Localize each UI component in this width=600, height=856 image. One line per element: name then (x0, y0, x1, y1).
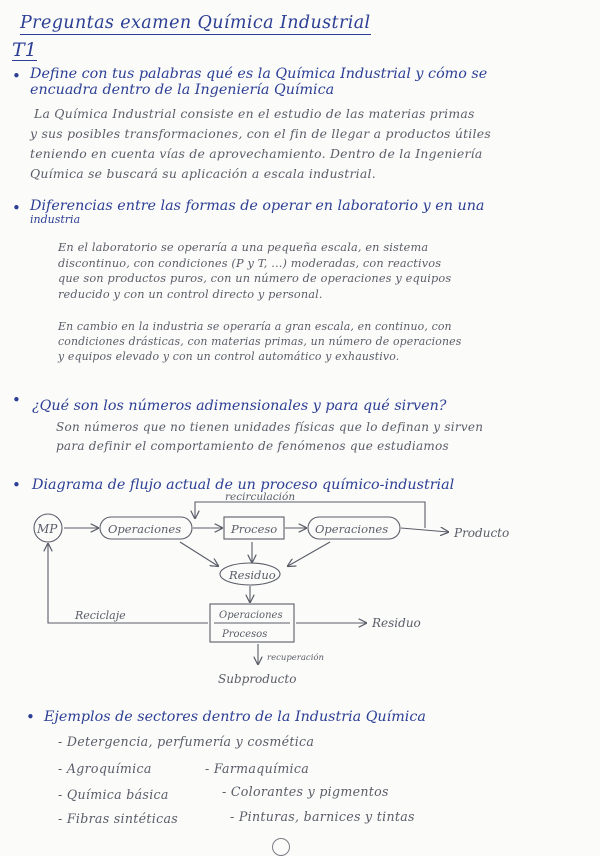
bullet-5: • (26, 708, 35, 726)
example-3: - Farmaquímica (205, 761, 310, 776)
question-2 (30, 199, 484, 227)
example-6: - Fibras sintéticas (58, 811, 179, 826)
arrow-ops2-to-residuo (288, 542, 330, 566)
example-7: - Pinturas, barnices y tintas (230, 809, 415, 824)
page-number-circle (272, 838, 290, 856)
section-label: T1 (12, 39, 37, 61)
answer-1-line-3: teniendo en cuenta vías de aprovechamiento. Dentro de la Ingeniería (30, 146, 483, 161)
answer-2b-line-2: condiciones drásticas, con materias primas, un número de operaciones (58, 335, 462, 349)
arrow-ops1-to-residuo (180, 542, 218, 566)
residuo-1-label: Residuo (229, 568, 276, 582)
reciclaje-arrow (48, 544, 208, 623)
answer-1-line-4: Química se buscará su aplicación a escala industrial. (30, 166, 376, 181)
procesos-2-label: Procesos (222, 629, 268, 640)
operaciones-2-label: Operaciones (315, 522, 389, 536)
example-5: - Colorantes y pigmentos (222, 784, 389, 799)
question-1-line-1: Define con tus palabras qué es la Química Industrial y cómo se (30, 66, 488, 82)
bullet-4: • (12, 476, 21, 494)
answer-2a-line-2: discontinuo, con condiciones (P y T, ...) moderadas, con reactivos (58, 256, 442, 270)
question-1-line-2: encuadra dentro de la Ingeniería Química (30, 82, 335, 98)
answer-3-line-2: para definir el comportamiento de fenómenos que estudiamos (56, 439, 449, 453)
operaciones-3-label: Operaciones (219, 610, 283, 621)
arrow-to-producto (401, 528, 448, 532)
answer-2a-line-4: reducido y con un control directo y personal. (58, 288, 323, 302)
recirculation-arrow (195, 502, 425, 528)
bullet-2: • (12, 199, 21, 217)
answer-1-line-2: y sus posibles transformaciones, con el fin de llegar a productos útiles (30, 126, 491, 141)
example-2: - Agroquímica (58, 761, 152, 776)
proceso-label: Proceso (231, 522, 278, 536)
reciclaje-label: Reciclaje (75, 609, 126, 622)
answer-1-line-1: La Química Industrial consiste en el estudio de las materias primas (34, 106, 475, 121)
bullet-3: • (12, 391, 21, 409)
bullet-1: • (12, 67, 21, 85)
question-1 (30, 66, 487, 98)
residuo-2-label: Residuo (372, 616, 421, 630)
producto-label: Producto (454, 526, 510, 540)
example-1: - Detergencia, perfumería y cosmética (58, 734, 315, 749)
answer-2b-line-1: En cambio en la industria se operaría a gran escala, en continuo, con (58, 320, 452, 333)
operaciones-1-label: Operaciones (108, 522, 182, 536)
subproducto-label: Subproducto (218, 672, 297, 686)
page-title: Preguntas examen Química Industrial (20, 13, 371, 33)
answer-3-line-1: Son números que no tienen unidades físicas que lo definan y sirven (56, 420, 484, 434)
process-flow-diagram (0, 480, 600, 695)
question-2-line-1: Diferencias entre las formas de operar en laboratorio y en una (30, 198, 485, 214)
question-3: ¿Qué son los números adimensionales y para qué sirven? (32, 398, 447, 414)
recirculation-label: recirculación (225, 491, 296, 503)
answer-2-para-1 (58, 240, 451, 303)
answer-2a-line-1: En el laboratorio se operaría a una pequeña escala, en sistema (58, 241, 429, 254)
question-4: Diagrama de flujo actual de un proceso químico-industrial (32, 477, 455, 493)
question-2-line-2: industria (30, 213, 81, 226)
question-5: Ejemplos de sectores dentro de la Industria Química (44, 709, 426, 725)
answer-2a-line-3: que son productos puros, con un número de operaciones y equipos (58, 272, 452, 286)
mp-label: MP (37, 522, 58, 536)
answer-2b-line-3: y equipos elevado y con un control automático y exhaustivo. (58, 350, 400, 364)
example-4: - Química básica (58, 787, 169, 802)
answer-1 (30, 104, 491, 184)
answer-3 (56, 418, 483, 456)
recuperacion-label: recuperación (267, 653, 325, 663)
answer-2-para-2 (58, 319, 461, 365)
